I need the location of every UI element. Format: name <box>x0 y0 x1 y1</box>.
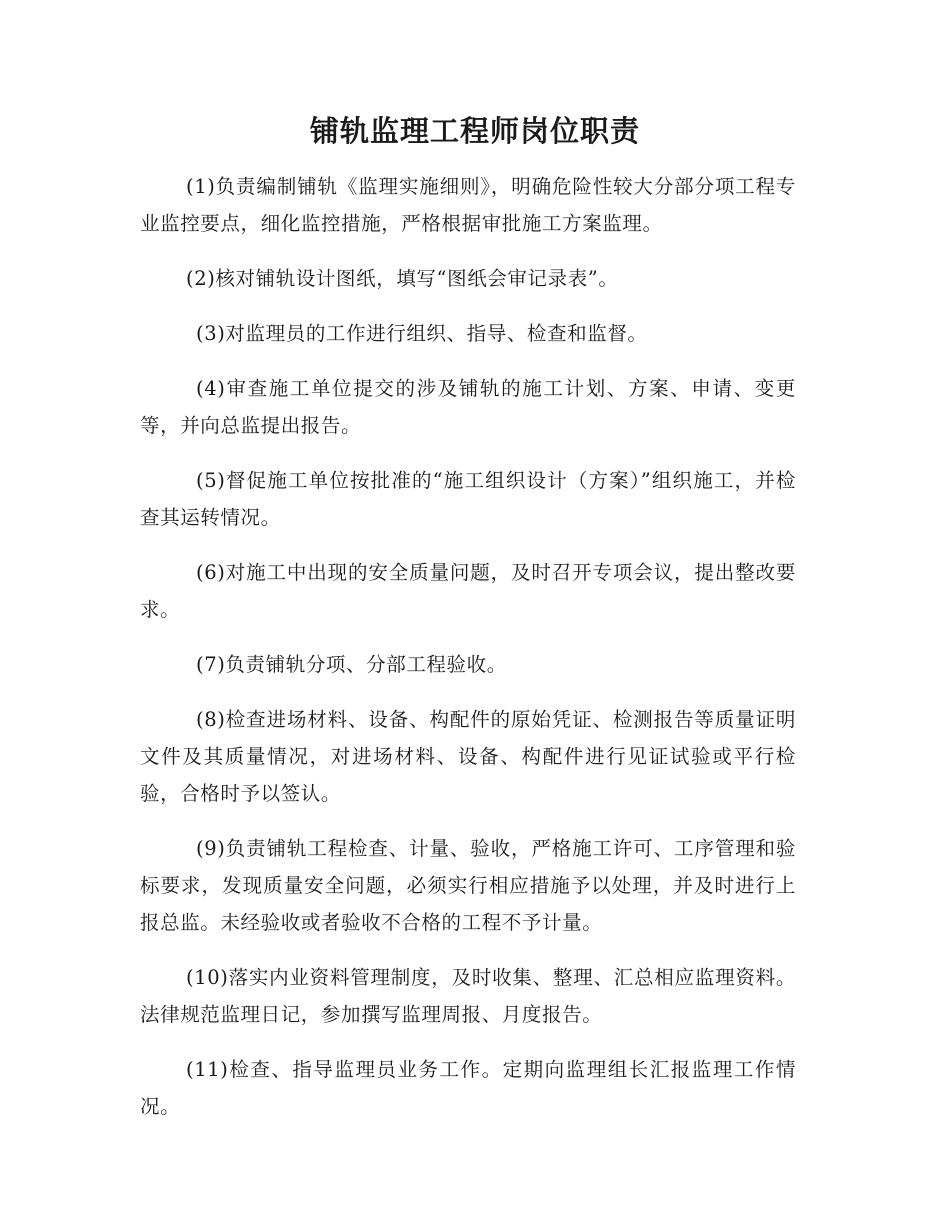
document-title: 铺轨监理工程师岗位职责 <box>309 114 640 148</box>
duty-paragraph-11: (11)检查、指导监理员业务工作。定期向监理组长汇报监理工作情况。 <box>140 1058 796 1118</box>
duty-paragraph-9: (9)负责铺轨工程检查、计量、验收，严格施工许可、工序管理和验标要求，发现质量安全问题，必须实行相应措施予以处理，并及时进行上报总监。未经验收或者验收不合格的工程不予计量。 <box>140 837 796 934</box>
duty-paragraph-2: (2)核对铺轨设计图纸，填写“图纸会审记录表”。 <box>186 267 619 290</box>
duty-paragraph-7: (7)负责铺轨分项、分部工程验收。 <box>196 653 507 676</box>
duty-paragraph-6: (6)对施工中出现的安全质量问题，及时召开专项会议，提出整改要求。 <box>140 561 796 621</box>
duty-paragraph-1: (1)负责编制铺轨《监理实施细则》，明确危险性较大分部分项工程专业监控要点，细化监控措施，严格根据审批施工方案监理。 <box>140 175 796 235</box>
document-body <box>140 168 796 1143</box>
duty-paragraph-5: (5)督促施工单位按批准的“施工组织设计（方案）”组织施工，并检查其运转情况。 <box>140 469 796 529</box>
duty-paragraph-10: (10)落实内业资料管理制度，及时收集、整理、汇总相应监理资料。法律规范监理日记，参加撰写监理周报、月度报告。 <box>140 966 796 1026</box>
duty-paragraph-3: (3)对监理员的工作进行组织、指导、检查和监督。 <box>196 322 648 345</box>
duty-paragraph-4: (4)审查施工单位提交的涉及铺轨的施工计划、方案、申请、变更等，并向总监提出报告。 <box>140 377 796 437</box>
duty-paragraph-8: (8)检查进场材料、设备、构配件的原始凭证、检测报告等质量证明文件及其质量情况，对进场材料、设备、构配件进行见证试验或平行检验，合格时予以签认。 <box>140 708 796 805</box>
